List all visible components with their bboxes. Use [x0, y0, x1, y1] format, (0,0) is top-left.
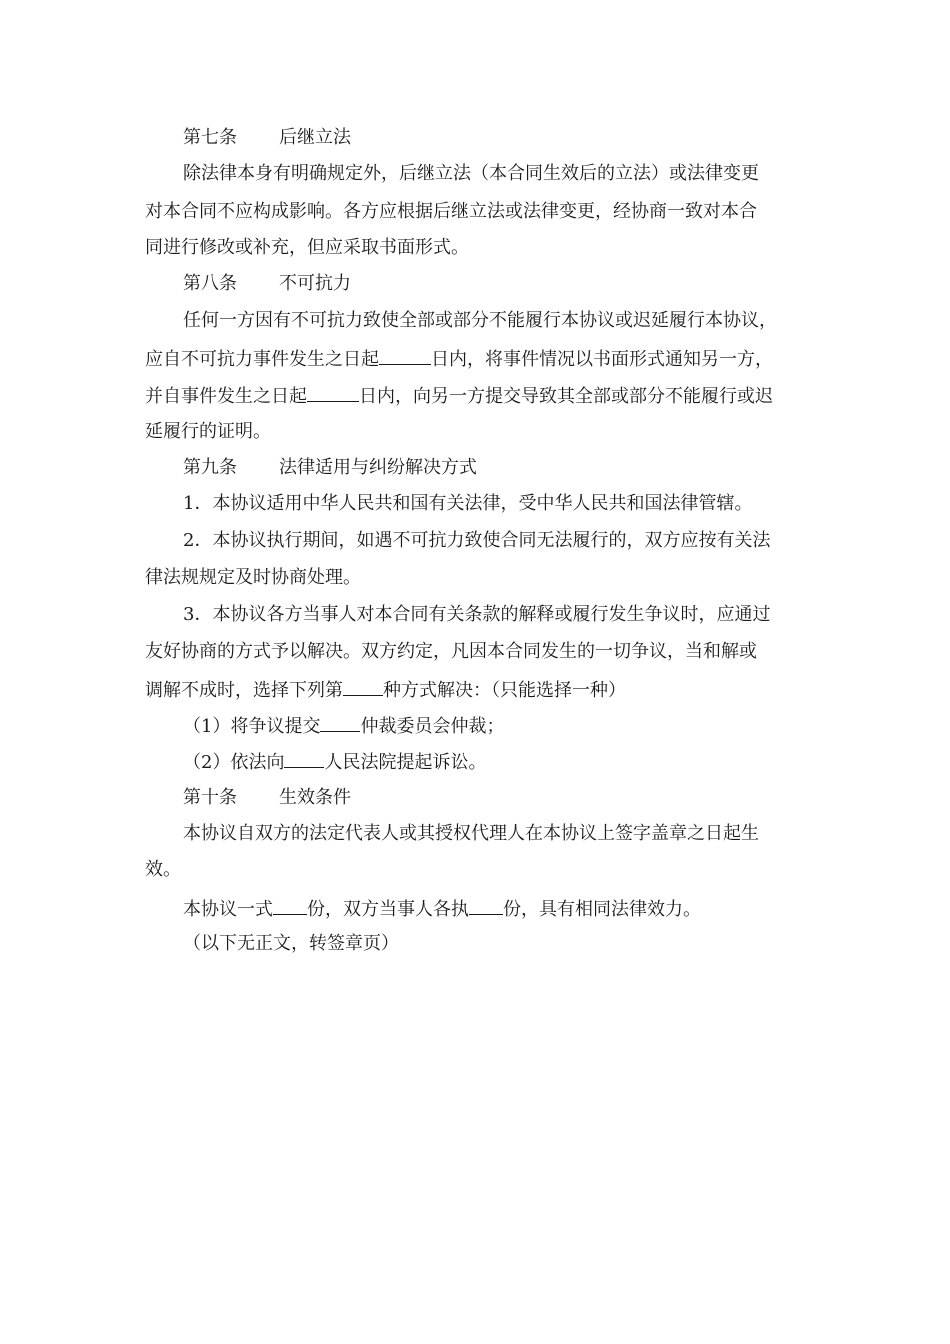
article-8-title: 不可抗力 — [279, 273, 351, 294]
option-number-blank[interactable] — [343, 677, 383, 696]
article-9-clause-3-line-2: 友好协商的方式予以解决。双方约定，凡因本合同发生的一切争议，当和解或 — [145, 641, 757, 662]
article-8-line-3-start: 并自事件发生之日起 — [145, 386, 307, 407]
article-9-clause-3-line-1: 3．本协议各方当事人对本合同有关条款的解释或履行发生争议时，应通过 — [183, 604, 771, 625]
article-10-heading — [183, 786, 351, 810]
days-blank-2[interactable] — [307, 383, 359, 402]
article-8-line-2-end: 日内，将事件情况以书面形式通知另一方， — [431, 349, 773, 370]
article-10-title: 生效条件 — [279, 787, 351, 808]
end-note: （以下无正文，转签章页） — [183, 933, 399, 954]
article-10-line-1: 本协议自双方的法定代表人或其授权代理人在本协议上签字盖章之日起生 — [183, 823, 759, 844]
article-8-heading — [183, 272, 351, 296]
arbitration-commission-blank[interactable] — [320, 713, 360, 732]
article-7-line-2: 对本合同不应构成影响。各方应根据后继立法或法律变更，经协商一致对本合 — [145, 201, 757, 222]
article-8-line-2-start: 应自不可抗力事件发生之日起 — [145, 349, 379, 370]
article-10-line-3-middle: 份，双方当事人各执 — [307, 899, 469, 920]
article-9-heading — [183, 456, 477, 480]
article-10-line-2: 效。 — [145, 859, 181, 880]
article-8-line-1: 任何一方因有不可抗力致使全部或部分不能履行本协议或迟延履行本协议， — [183, 310, 777, 331]
article-9-title: 法律适用与纠纷解决方式 — [279, 457, 477, 478]
article-8-line-4: 延履行的证明。 — [145, 421, 271, 442]
article-9-clause-3-line-3-end: 种方式解决：（只能选择一种） — [383, 680, 626, 701]
article-7-line-1: 除法律本身有明确规定外，后继立法（本合同生效后的立法）或法律变更 — [183, 163, 759, 184]
article-10-line-3-start: 本协议一式 — [183, 899, 273, 920]
article-9-clause-3-line-3-start: 调解不成时，选择下列第 — [145, 680, 343, 701]
article-9-clause-2-line-2: 律法规规定及时协商处理。 — [145, 567, 361, 588]
article-8-number: 第八条 — [183, 273, 237, 294]
article-9-clause-3-line-3 — [145, 677, 626, 701]
article-9-option-1-end: 仲裁委员会仲裁； — [360, 716, 505, 737]
article-9-option-2 — [183, 749, 486, 773]
article-10-line-3 — [183, 896, 701, 920]
article-9-option-2-end: 人民法院提起诉讼。 — [324, 752, 487, 773]
article-8-line-2 — [145, 346, 773, 370]
article-9-number: 第九条 — [183, 457, 237, 478]
article-9-clause-2-line-1: 2．本协议执行期间，如遇不可抗力致使合同无法履行的，双方应按有关法 — [183, 530, 771, 551]
article-9-option-1-start: （1）将争议提交 — [183, 716, 321, 737]
copies-total-blank[interactable] — [273, 896, 307, 915]
article-10-line-3-end: 份，具有相同法律效力。 — [503, 899, 701, 920]
copies-each-blank[interactable] — [469, 896, 503, 915]
article-7-title: 后继立法 — [279, 127, 351, 148]
days-blank-1[interactable] — [379, 346, 431, 365]
article-9-clause-1: 1．本协议适用中华人民共和国有关法律，受中华人民共和国法律管辖。 — [183, 493, 753, 514]
article-9-option-1 — [183, 713, 504, 737]
article-7-line-3: 同进行修改或补充，但应采取书面形式。 — [145, 237, 469, 258]
article-7-heading — [183, 126, 351, 150]
article-7-number: 第七条 — [183, 127, 237, 148]
article-10-number: 第十条 — [183, 787, 237, 808]
article-8-line-3 — [145, 383, 773, 407]
article-9-option-2-start: （2）依法向 — [183, 752, 285, 773]
court-blank[interactable] — [284, 749, 324, 768]
article-8-line-3-end: 日内，向另一方提交导致其全部或部分不能履行或迟 — [359, 386, 773, 407]
